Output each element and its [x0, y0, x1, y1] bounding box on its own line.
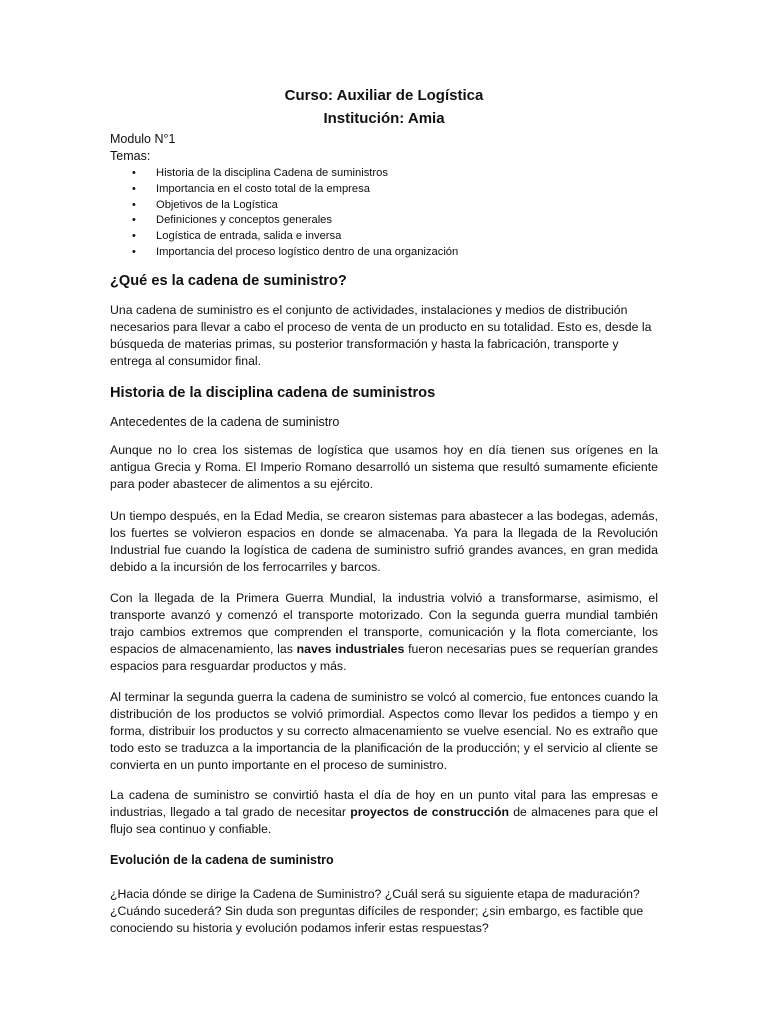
subheading-antecedents: Antecedentes de la cadena de suministro	[110, 415, 340, 429]
highlight-proyectos-construccion: proyectos de construcción	[350, 805, 509, 819]
paragraph-origins: Aunque no lo crea los sistemas de logística que usamos hoy en día tienen sus orígenes en la antigua Grecia y Roma. El Imperio Romano desarrolló un sistema que resultó sumamente eficiente para poder abastecer de alimentos a su ejército.	[110, 443, 658, 491]
paragraph-world-wars	[110, 590, 658, 675]
list-item: • Importancia del proceso logístico dentro de una organización	[110, 245, 670, 261]
list-item: • Importancia en el costo total de la empresa	[110, 182, 670, 198]
paragraph-today-text-2: de almacenes para que el flujo sea continuo y confiable.	[110, 805, 658, 836]
list-item: • Definiciones y conceptos generales	[110, 213, 670, 229]
module-label: Modulo N°1	[110, 132, 176, 146]
list-item: • Historia de la disciplina Cadena de suministros	[110, 166, 670, 182]
list-item: • Logística de entrada, salida e inversa	[110, 229, 670, 245]
paragraph-today	[110, 787, 658, 838]
list-item: • Objetivos de la Logística	[110, 198, 670, 214]
paragraph-world-wars-text-1: Con la llegada de la Primera Guerra Mundial, la industria volvió a transformarse, asimismo, el transporte avanzó y comenzó el transporte motorizado. Con la segunda guerra mundial también trajo cambios extremos que comprenden el transporte, comunicación y la flota comerciante, los espacios de almacenamiento, las	[110, 591, 658, 656]
subheading-evolution: Evolución de la cadena de suministro	[110, 853, 334, 867]
paragraph-today-text-1: La cadena de suministro se convirtió hasta el día de hoy en un punto vital para las empresas e industrias, llegado a tal grado de necesitar	[110, 788, 658, 819]
paragraph-world-wars-text-2: fueron necesarias pues se requerían grandes espacios para resguardar productos y más.	[110, 642, 658, 673]
paragraph-post-war: Al terminar la segunda guerra la cadena de suministro se volcó al comercio, fue entonces cuando la distribución de los productos se volvió primordial. Aspectos como llevar los pedidos a tiempo y en forma, distribuir los productos y su correcto almacenamiento se vuelve esencial. No es extraño que todo esto se traduzca a la importancia de la planificación de la producción; y el servicio al cliente se convierta en un punto importante en el proceso de suministro.	[110, 690, 658, 772]
topics-list	[110, 166, 670, 261]
paragraph-evolution: ¿Hacia dónde se dirige la Cadena de Suministro? ¿Cuál será su siguiente etapa de maduración? ¿Cuándo sucederá? Sin duda son preguntas difíciles de responder; ¿sin embargo, es factible que conociendo su historia y evolución podamos inferir estas respuestas?	[110, 887, 644, 935]
section-heading-history: Historia de la disciplina cadena de suministros	[110, 385, 436, 401]
highlight-naves-industriales: naves industriales	[296, 642, 405, 656]
topics-label: Temas:	[110, 149, 151, 163]
course-title: Curso: Auxiliar de Logística	[284, 87, 484, 104]
paragraph-definition: Una cadena de suministro es el conjunto de actividades, instalaciones y medios de distribución necesarios para llevar a cabo el proceso de venta de un producto en su totalidad. Esto es, desde la búsqueda de materias primas, su posterior transformación y hasta la fabricación, transporte y entrega al consumidor final.	[110, 303, 652, 368]
section-heading-what-is: ¿Qué es la cadena de suministro?	[110, 273, 347, 289]
paragraph-middle-ages: Un tiempo después, en la Edad Media, se crearon sistemas para abastecer a las bodegas, además, los fuertes se volvieron espacios en donde se almacenaba. Ya para la llegada de la Revolución Industrial fue cuando la logística de cadena de suministro sufrió grandes avances, en gran medida debido a la incursión de los ferrocarriles y barcos.	[110, 509, 658, 574]
institution-title: Institución: Amia	[323, 110, 445, 127]
